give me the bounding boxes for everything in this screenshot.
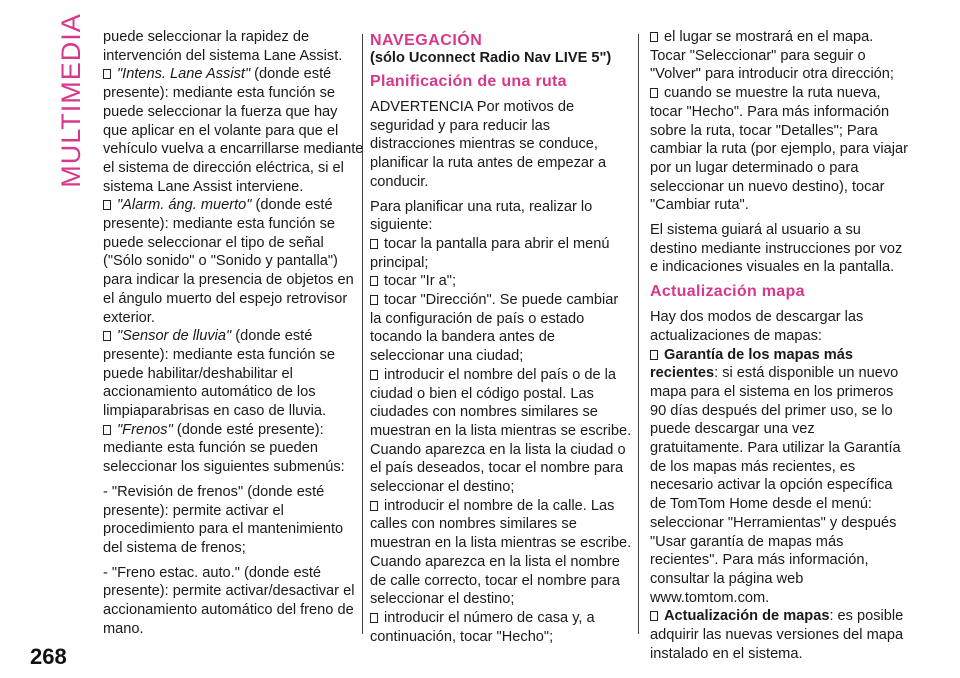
bullet-icon bbox=[370, 239, 378, 249]
bullet-item: cuando se muestre la ruta nueva, tocar "Hecho". Para más información sobre la ruta, tocar "Detalles"; Para cambiar la ruta (por ejemplo, para viajar por un lugar determinado o para seleccionar un nuevo destino), tocar "Cambiar ruta". bbox=[650, 85, 908, 214]
column-2 bbox=[370, 32, 632, 646]
bullet-item: el lugar se mostrará en el mapa. Tocar "Seleccionar" para seguir o "Volver" para introducir otra dirección; bbox=[650, 29, 894, 83]
bullet-icon bbox=[103, 69, 111, 79]
bullet-item: "Frenos" (donde esté presente): mediante esta función se pueden seleccionar los siguientes submenús: bbox=[103, 421, 345, 476]
bullet-item: Actualización de mapas: es posible adquirir las nuevas versiones del mapa instalado en el sistema. bbox=[650, 608, 904, 662]
bullet-item: introducir el nombre del país o de la ciudad o bien el código postal. Las ciudades con nombres similares se muestran en la lista mientras se escribe. Cuando aparezca en la lista la ciudad o el país deseados, tocar el nombre para seleccionar el destino; bbox=[370, 366, 632, 496]
bullet-icon bbox=[650, 350, 658, 360]
page-number: 268 bbox=[30, 644, 67, 669]
column-1 bbox=[103, 28, 365, 645]
guide-text: El sistema guiará al usuario a su destino mediante instrucciones por voz e indicaciones visuales en la pantalla. bbox=[650, 222, 903, 276]
column-3 bbox=[650, 28, 912, 664]
bullet-item: Garantía de los mapas más recientes: si está disponible un nuevo mapa para el sistema en los primeros 90 días después del primer uso, se lo puede descargar una vez gratuitamente. Para utilizar la Garantía de los mapas más recientes, es necesario activar la opción específica de TomTom Home desde el menú: seleccionar "Herramientas" y después "Usar garantía de mapas más recientes". Para más información, consultar la página web www.tomtom.com. bbox=[650, 346, 901, 606]
bullet-icon bbox=[103, 200, 111, 210]
bullet-icon bbox=[103, 331, 111, 341]
bullet-item: tocar la pantalla para abrir el menú principal; bbox=[370, 235, 610, 271]
submenu-item: - "Revisión de frenos" (donde esté presente): permite activar el procedimiento para el mantenimiento del sistema de frenos; bbox=[103, 483, 344, 556]
intro-text: puede seleccionar la rapidez de intervención del sistema Lane Assist. bbox=[103, 29, 343, 64]
bullet-icon bbox=[650, 611, 658, 621]
section-label: MULTIMEDIA bbox=[55, 12, 86, 188]
lead-text: Para planificar una ruta, realizar lo siguiente: bbox=[370, 198, 593, 234]
column-divider bbox=[638, 34, 639, 634]
bullet-item: "Intens. Lane Assist" (donde esté presente): mediante esta función se puede seleccionar la fuerza que hay que aplicar en el volante para que el vehículo vuelva a encarrillarse mediante el sistema de dirección eléctrica, si el sistema Lane Assist interviene. bbox=[103, 66, 364, 195]
bullet-item: introducir el nombre de la calle. Las calles con nombres similares se muestran en la lista mientras se escribe. Cuando aparezca en la lista el nombre de calle correcto, tocar el nombre para seleccionar el destino; bbox=[370, 497, 632, 608]
bullet-item: "Alarm. áng. muerto" (donde esté presente): mediante esta función se puede seleccionar el tipo de señal ("Sólo sonido" o "Sonido y pantalla") para indicar la presencia de objetos en el ángulo muerto del espejo retrovisor exterior. bbox=[103, 197, 354, 326]
bullet-icon bbox=[370, 501, 378, 511]
bullet-icon bbox=[103, 425, 111, 435]
section-heading: NAVEGACIÓN bbox=[370, 32, 483, 49]
bullet-item: "Sensor de lluvia" (donde esté presente): mediante esta función se puede habilitar/deshabilitar el accionamiento automático de los limpiaparabrisas en caso de lluvia. bbox=[103, 328, 336, 420]
bullet-icon bbox=[370, 613, 378, 623]
submenu-item: - "Freno estac. auto." (donde esté presente): permite activar/desactivar el accionamiento automático del freno de mano. bbox=[103, 564, 355, 637]
subsection-heading: Planificación de una ruta bbox=[370, 73, 567, 90]
bullet-icon bbox=[370, 276, 378, 286]
section-subheading: (sólo Uconnect Radio Nav LIVE 5") bbox=[370, 50, 612, 66]
bullet-item: tocar "Ir a"; bbox=[370, 272, 632, 291]
bullet-item: introducir el número de casa y, a continuación, tocar "Hecho"; bbox=[370, 609, 595, 645]
bullet-icon bbox=[370, 295, 378, 305]
bullet-item: tocar "Dirección". Se puede cambiar la configuración de país o estado tocando la bandera antes de seleccionar una ciudad; bbox=[370, 292, 619, 365]
bullet-icon bbox=[650, 32, 658, 42]
lead-text: Hay dos modos de descargar las actualizaciones de mapas: bbox=[650, 309, 864, 344]
subsection-heading: Actualización mapa bbox=[650, 283, 805, 301]
bullet-icon bbox=[370, 370, 378, 380]
warning-text: ADVERTENCIA Por motivos de seguridad y para reducir las distracciones mientras se conduce, planificar la ruta antes de empezar a conducir. bbox=[370, 99, 607, 190]
bullet-icon bbox=[650, 88, 658, 98]
